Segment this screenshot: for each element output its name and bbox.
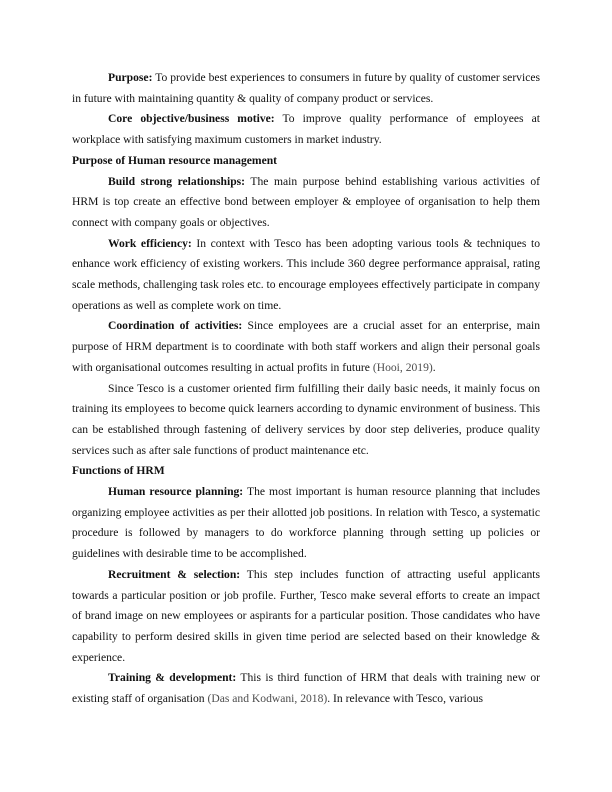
paragraph-text-end: .	[432, 360, 436, 374]
paragraph-core-objective	[72, 109, 540, 150]
paragraph-text-end: . In relevance with Tesco, various	[327, 692, 484, 706]
paragraph-lead: Purpose:	[108, 71, 153, 84]
paragraph-recruitment-selection	[72, 565, 540, 669]
paragraph-text: In context with Tesco has been adopting various tools & techniques to enhance work efficiency of existing workers. This include 360 degree performance appraisal, rating scale methods, challenging task roles etc. to encourage employees effectively participate in company operations as well as complete work on time.	[72, 236, 540, 312]
paragraph-text: This is third function of HRM that deals with training new or existing staff of organisation	[72, 671, 540, 706]
paragraph-hr-planning	[72, 482, 540, 565]
paragraph-tesco-customer-oriented	[72, 379, 540, 462]
document-body	[72, 68, 540, 710]
paragraph-text: To improve quality performance of employees at workplace with satisfying maximum customers in market industry.	[72, 112, 540, 147]
paragraph-text: To provide best experiences to consumers in future by quality of customer services in future with maintaining quantity & quality of company product or services.	[72, 71, 540, 105]
paragraph-training-development	[72, 668, 540, 709]
paragraph-lead: Training & development:	[108, 671, 237, 685]
paragraph-lead: Build strong relationships:	[108, 174, 246, 188]
paragraph-lead: Human resource planning:	[108, 485, 244, 499]
section-heading-purpose-of-hrm: Purpose of Human resource management	[72, 153, 278, 167]
paragraph-coordination	[72, 316, 540, 378]
paragraph-text: Since Tesco is a customer oriented firm fulfilling their daily basic needs, it mainly focus on training its employees to become quick learners according to dynamic environment of business. This can be established through fastening of delivery services by door step deliveries, produce quality services such as after sale functions of product maintenance etc.	[72, 381, 540, 457]
paragraph-lead: Recruitment & selection:	[108, 567, 241, 581]
paragraph-text: The main purpose behind establishing various activities of HRM is top create an effective bond between employer & employee of organisation to help them connect with company goals or objectives.	[72, 174, 540, 229]
paragraph-build-relationships	[72, 172, 540, 234]
section-heading-functions-of-hrm: Functions of HRM	[72, 464, 165, 478]
citation: (Hooi, 2019)	[372, 360, 433, 374]
paragraph-purpose	[72, 68, 540, 109]
paragraph-lead: Coordination of activities:	[108, 319, 243, 333]
paragraph-work-efficiency	[72, 234, 540, 317]
paragraph-text: The most important is human resource planning that includes organizing employee activities as per their allotted job positions. In relation with Tesco, a systematic procedure is followed by managers to do workforce planning through setting up policies or guidelines with desirable time to be accomplished.	[72, 485, 540, 561]
paragraph-text: Since employees are a crucial asset for an enterprise, main purpose of HRM department is to coordinate with both staff workers and align their personal goals with organisational outcomes resulting in actual profits in future	[72, 319, 540, 374]
paragraph-lead: Work efficiency:	[108, 236, 192, 250]
paragraph-lead: Core objective/business motive:	[108, 112, 275, 126]
citation: (Das and Kodwani, 2018)	[207, 692, 328, 706]
paragraph-text: This step includes function of attracting useful applicants towards a particular position or job profile. Further, Tesco make several efforts to create an impact of brand image on new employees or aspirants for a particular position. Those candidates who have capability to perform desired skills in given time period are selected based on their knowledge & experience.	[72, 567, 541, 664]
